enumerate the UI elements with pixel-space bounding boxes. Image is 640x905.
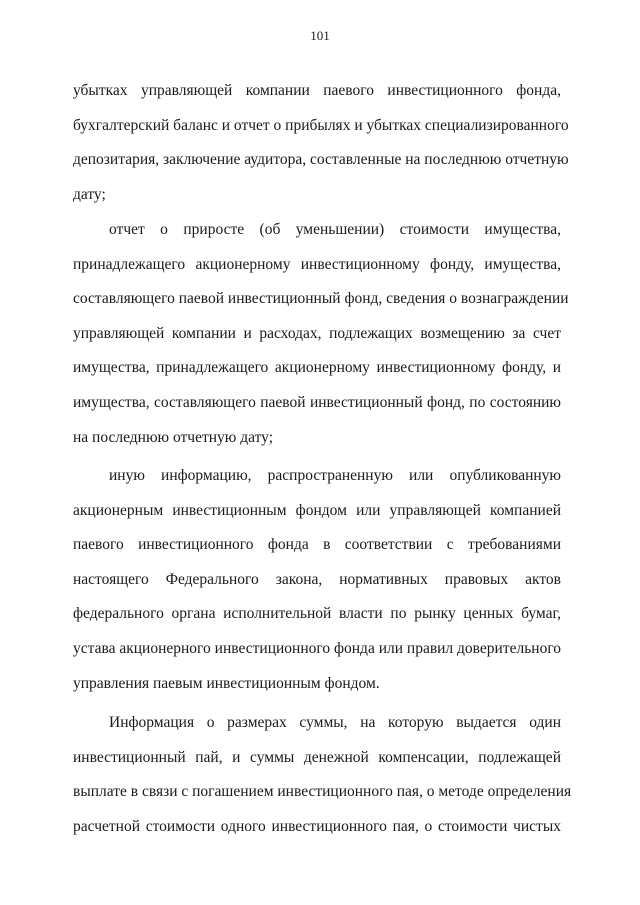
text-line: расчетной стоимости одного инвестиционного пая, о стоимости чистых bbox=[73, 817, 561, 835]
paragraph-1 bbox=[73, 74, 569, 212]
text-line: принадлежащего акционерному инвестиционному фонду, имущества, bbox=[73, 255, 561, 273]
text-line: депозитария, заключение аудитора, составленные на последнюю отчетную bbox=[73, 151, 569, 169]
page-number: 101 bbox=[310, 28, 330, 43]
text-line: настоящего Федерального закона, нормативных правовых актов bbox=[73, 570, 561, 588]
text-line: отчет о приросте (об уменьшении) стоимости имущества, bbox=[109, 221, 561, 238]
text-line: акционерным инвестиционным фондом или управляющей компанией bbox=[73, 501, 561, 519]
text-line: управляющей компании и расходах, подлежащих возмещению за счет bbox=[73, 324, 561, 342]
text-line: устава акционерного инвестиционного фонда или правил доверительного bbox=[73, 639, 562, 657]
text-line: паевого инвестиционного фонда в соответствии с требованиями bbox=[73, 536, 561, 554]
text-line: бухгалтерский баланс и отчет о прибылях и убытках специализированного bbox=[73, 116, 569, 134]
text-line: иную информацию, распространенную или опубликованную bbox=[109, 467, 561, 484]
text-line: федерального органа исполнительной власти по рынку ценных бумаг, bbox=[73, 605, 561, 623]
text-line: составляющего паевой инвестиционный фонд, сведения о вознаграждении bbox=[73, 290, 569, 308]
paragraph-3 bbox=[73, 459, 561, 701]
paragraph-4 bbox=[73, 706, 572, 844]
text-line: убытках управляющей компании паевого инвестиционного фонда, bbox=[73, 82, 561, 99]
text-line: дату; bbox=[73, 185, 106, 203]
text-line: на последнюю отчетную дату; bbox=[73, 428, 274, 446]
text-line: Информация о размерах суммы, на которую выдается один bbox=[109, 714, 561, 731]
text-line: имущества, составляющего паевой инвестиционный фонд, по состоянию bbox=[73, 393, 561, 411]
text-line: инвестиционный пай, и суммы денежной компенсации, подлежащей bbox=[73, 748, 561, 766]
text-line: имущества, принадлежащего акционерному инвестиционному фонду, и bbox=[73, 359, 561, 377]
text-line: управления паевым инвестиционным фондом. bbox=[73, 674, 380, 692]
paragraph-2 bbox=[73, 213, 569, 455]
text-line: выплате в связи с погашением инвестиционного пая, о методе определения bbox=[73, 783, 572, 801]
